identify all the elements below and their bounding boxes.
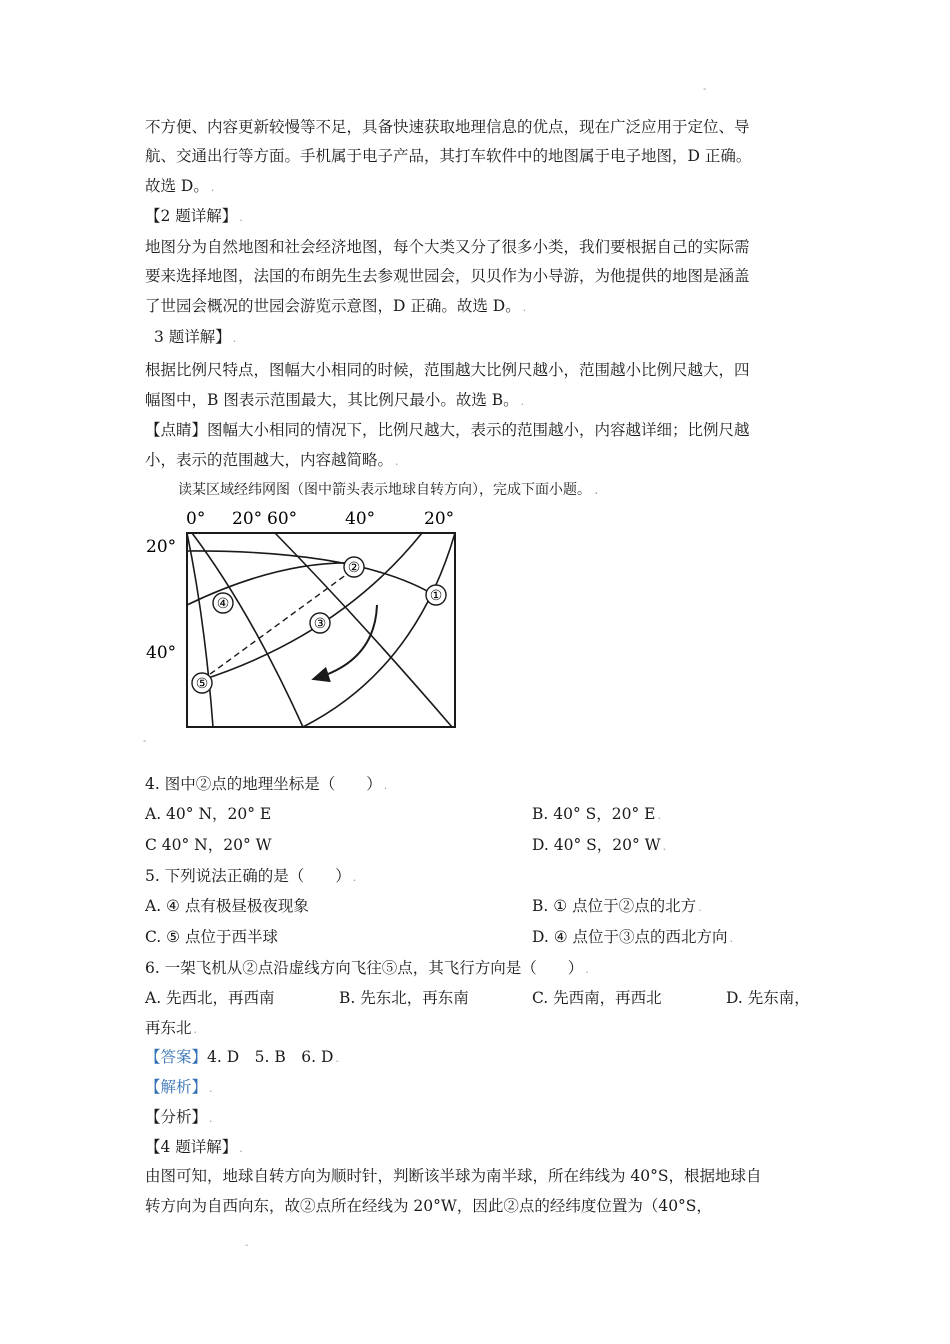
meridian-line [192,533,303,727]
text-line: 转方向为自西向东，故②点所在经线为 20°W，因此②点的经纬度位置为（40°S， [145,1197,712,1215]
intro-line: 读某区域经纬网图（图中箭头表示地球自转方向），完成下面小题。 . [178,482,600,498]
question-4: 4. 图中②点的地理坐标是（ ） . [145,775,388,793]
option-6a: A. 先西北，再西南 [145,989,275,1007]
section-heading: 3 题详解】 . [154,328,237,346]
footer-mark: - [245,1240,249,1251]
graticule-map [140,500,470,740]
analysis-heading: 【解析】 . [145,1078,213,1096]
point-label-5: ⑤ [195,676,209,692]
answer-line: 【答案】4. D 5. B 6. D . [145,1048,339,1066]
longitude-label: 40° [345,509,376,529]
note-line: 小，表示的范围越大，内容越简略。 . [145,451,399,469]
option-4b: B. 40° S，20° E . [532,805,661,823]
parallel-line [202,533,422,680]
header-mark: - [703,84,707,95]
text-line: 根据比例尺特点，图幅大小相同的时候，范围越大比例尺越小，范围越小比例尺越大，四 [145,361,750,379]
option-6d: D. 先东南， [726,989,810,1007]
parallel-line [187,563,358,605]
point-label-3: ③ [313,616,327,632]
text-line: 由图可知，地球自转方向为顺时针，判断该半球为南半球，所在纬线为 40°S，根据地球自 [145,1167,762,1185]
latitude-label: 20° [146,537,177,557]
fenxi-heading: 【分析】 . [145,1108,213,1126]
section-heading: 【2 题详解】 . [145,207,243,225]
option-5a: A. ④ 点有极昼极夜现象 [145,897,309,915]
option-6b: B. 先东北，再东南 [339,989,469,1007]
option-5c: C. ⑤ 点位于西半球 [145,928,278,946]
longitude-label: 0° [186,509,206,529]
option-5b: B. ① 点位于②点的北方 . [532,897,702,915]
question-6: 6. 一架飞机从②点沿虚线方向飞往⑤点，其飞行方向是（ ） . [145,959,589,977]
question-5: 5. 下列说法正确的是（ ） . [145,867,357,885]
option-5d: D. ④ 点位于③点的西北方向 . [532,928,734,946]
text-line: 地图分为自然地图和社会经济地图，每个大类又分了很多小类，我们要根据自己的实际需 [145,238,750,256]
option-6c: C. 先西南，再西北 [532,989,662,1007]
point-label-4: ④ [216,596,230,612]
text-line: 了世园会概况的世园会游览示意图，D 正确。故选 D。 . [145,297,527,315]
option-4c: C 40° N，20° W [145,836,272,854]
note-line: 【点睛】图幅大小相同的情况下，比例尺越大，表示的范围越小，内容越详细；比例尺越 [145,421,750,439]
figure-mark: - [143,736,147,747]
longitude-label: 20° [424,509,455,529]
option-6d-continued: 再东北 . [145,1019,198,1037]
text-line: 要来选择地图，法国的布朗先生去参观世园会，贝贝作为小导游，为他提供的地图是涵盖 [145,267,750,285]
flight-path-dashed [202,569,354,680]
latitude-label: 40° [146,643,177,663]
point-label-2: ② [347,560,361,576]
text-line: 航、交通出行等方面。手机属于电子产品，其打车软件中的地图属于电子地图，D 正确。 [145,147,752,165]
meridian-line [187,533,213,727]
point-label-1: ① [429,588,443,604]
text-line: 幅图中，B 图表示范围最大，其比例尺最小。故选 B。 . [145,391,525,409]
text-line: 故选 D。 . [145,177,215,195]
option-4a: A. 40° N，20° E [145,805,272,823]
longitude-label: 60° [267,509,298,529]
section-heading: 【4 题详解】 . [145,1138,243,1156]
text-line: 不方便、内容更新较慢等不足，具备快速获取地理信息的优点，现在广泛应用于定位、导 [145,118,750,136]
option-4d: D. 40° S，20° W . [532,836,667,854]
longitude-label: 20° [232,509,263,529]
